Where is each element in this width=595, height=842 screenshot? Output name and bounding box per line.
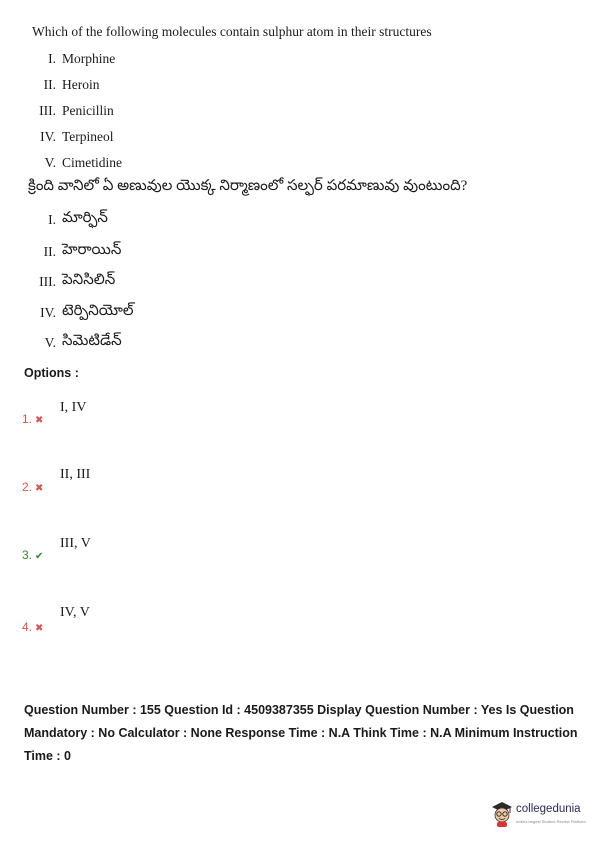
item-num: I. xyxy=(48,51,56,66)
cross-icon: ✖ xyxy=(35,415,44,426)
item-num: IV. xyxy=(40,129,56,144)
item-text: Cimetidine xyxy=(62,155,122,170)
option-number: 4. ✖ xyxy=(22,620,44,634)
option-number: 1. ✖ xyxy=(22,412,44,426)
item-num: III. xyxy=(39,103,56,118)
question-te: క్రింది వానిలో ఏ అణువుల యొక్క నిర్మాణంలో సల్ఫర్ పరమాణువు వుంటుంది? xyxy=(28,178,468,194)
check-icon: ✔ xyxy=(35,551,44,562)
option-text: IV, V xyxy=(60,605,90,620)
item-text: సిమెటిడేన్ xyxy=(62,333,122,349)
question-meta: Question Number : 155 Question Id : 4509387355 Display Question Number : Yes Is Question Mandatory : No Calculator : None Response Time : N.A Think Time : N.A Minimum Instruction Time : 0 xyxy=(24,703,578,763)
logo-tagline: India's largest Student Review Platform xyxy=(516,819,586,824)
item-text: Penicillin xyxy=(62,103,114,118)
item-text: టెర్పినియోల్ xyxy=(62,303,134,319)
option-text: II, III xyxy=(60,467,91,482)
item-text: Terpineol xyxy=(62,129,114,144)
item-num: I. xyxy=(48,212,56,227)
item-num: II. xyxy=(43,77,56,92)
item-num: III. xyxy=(39,274,56,289)
item-text: పెనిసిలిన్ xyxy=(62,272,116,288)
cross-icon: ✖ xyxy=(35,483,44,494)
question-en: Which of the following molecules contain sulphur atom in their structures xyxy=(32,24,432,39)
option-text: III, V xyxy=(60,536,91,551)
student-mascot-icon xyxy=(489,800,515,828)
item-text: Heroin xyxy=(62,77,100,92)
item-num: V. xyxy=(44,155,56,170)
option-text: I, IV xyxy=(60,400,87,415)
options-label: Options : xyxy=(24,366,79,380)
item-num: V. xyxy=(44,335,56,350)
item-text: మార్ఫిన్ xyxy=(62,210,108,226)
item-text: హెరాయిన్ xyxy=(62,242,122,258)
item-num: IV. xyxy=(40,305,56,320)
item-text: Morphine xyxy=(62,51,116,66)
option-number: 2. ✖ xyxy=(22,480,44,494)
item-num: II. xyxy=(43,244,56,259)
cross-icon: ✖ xyxy=(35,623,44,634)
option-number: 3. ✔ xyxy=(22,548,44,562)
logo-name: collegedunia xyxy=(516,803,581,815)
collegedunia-logo xyxy=(489,800,589,830)
